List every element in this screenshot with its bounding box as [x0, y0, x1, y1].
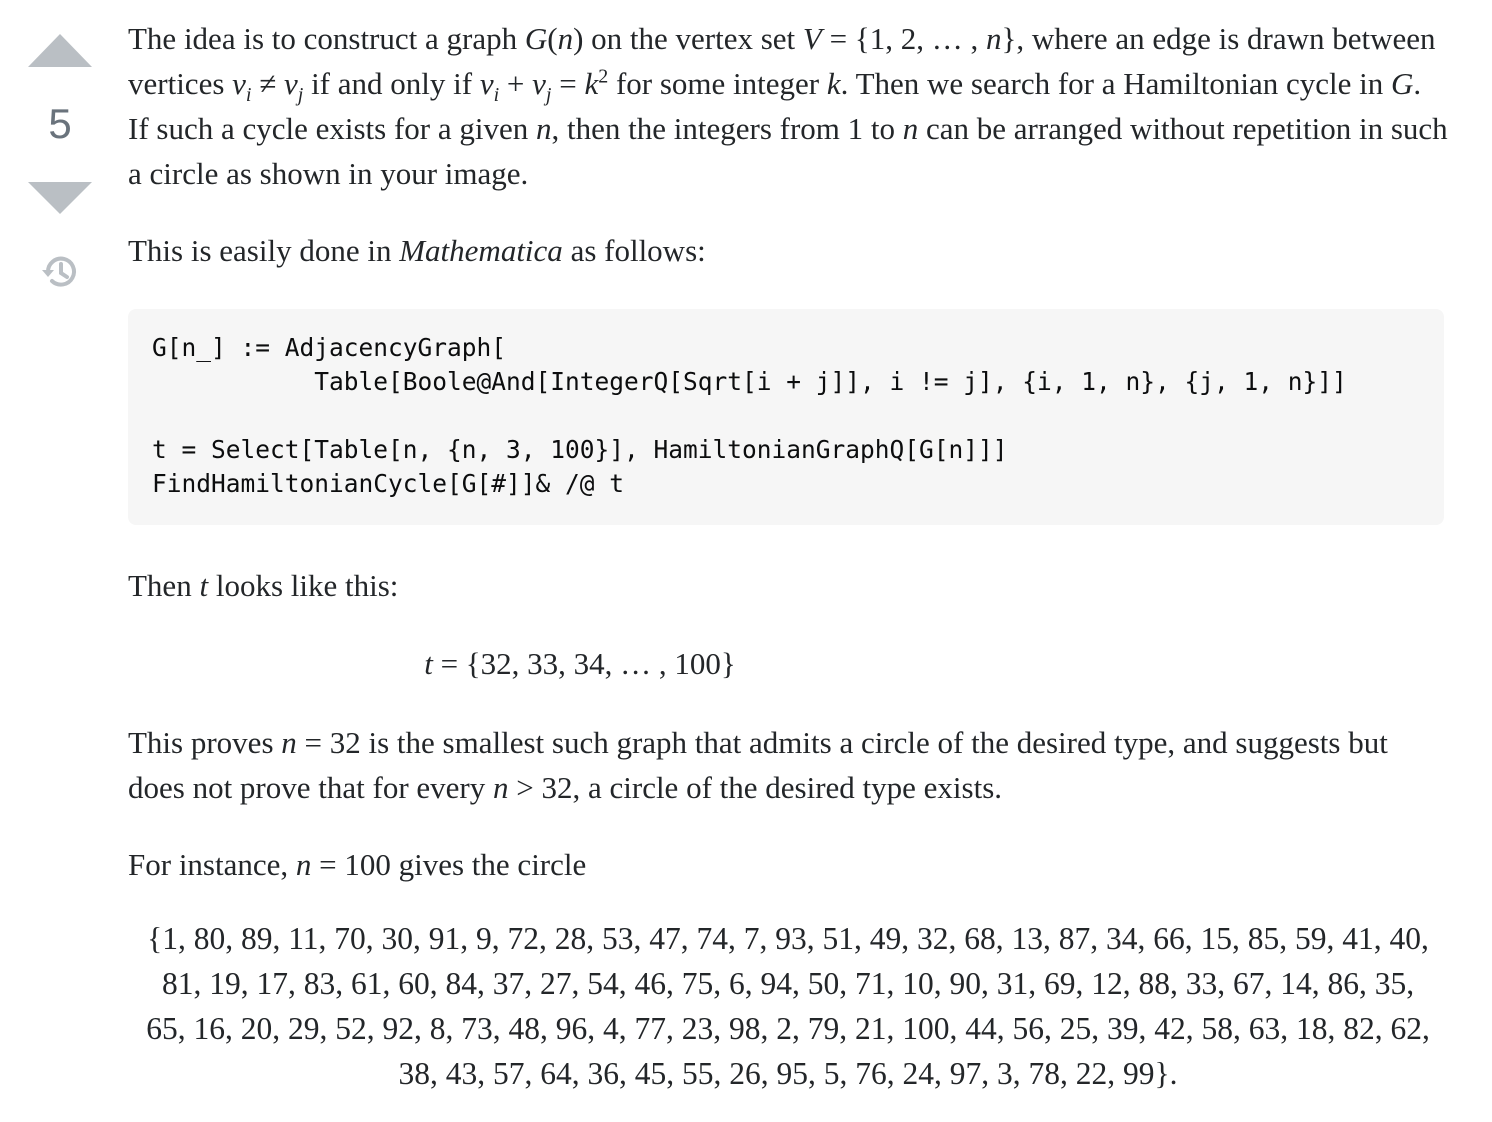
vote-count: 5	[48, 100, 72, 147]
paragraph-instance: For instance, n = 100 gives the circle	[128, 847, 587, 882]
paragraph-then-t: Then t looks like this:	[128, 568, 399, 603]
circle-line-1: {1, 80, 89, 11, 70, 30, 91, 9, 72, 28, 53, 47, 74, 7, 93, 51, 49, 32, 68, 13, 87, 34, 66, 15, 85, 59, 41, 40,	[147, 921, 1429, 956]
equation-t: t = {32, 33, 34, … , 100}	[424, 646, 736, 681]
paragraph-mathematica: This is easily done in Mathematica as follows:	[128, 233, 706, 268]
code-block[interactable]	[128, 309, 1444, 525]
circle-sequence	[128, 916, 1448, 1096]
code-text[interactable]: G[n_] := AdjacencyGraph[ Table[Boole@And[IntegerQ[Sqrt[i + j]], i != j], {i, 1, n}, {j, 1, n}]] t = Select[Table[n, {n, 3, 100}], HamiltonianGraphQ[G[n]]] FindHamiltonianCycle[G[#]]& /@ t	[152, 333, 1347, 498]
paragraph-intro: The idea is to construct a graph G(n) on the vertex set V = {1, 2, … , n}, where an edge is drawn between vertices $v_i \ne v_j$ if and only if $v_i + v_j = k^2$ for some integer k. Then we search for a Hamiltonian cycle in G. If such a cycle exists for a given n, then the integers from 1 to n can be arranged without repetition in such a circle as shown in your image.	[128, 21, 1448, 191]
circle-line-4: 38, 43, 57, 64, 36, 45, 55, 26, 95, 5, 76, 24, 97, 3, 78, 22, 99}.	[398, 1056, 1178, 1091]
circle-line-3: 65, 16, 20, 29, 52, 92, 8, 73, 48, 96, 4, 77, 23, 98, 2, 79, 21, 100, 44, 56, 25, 39, 42, 58, 63, 18, 82, 62,	[146, 1011, 1430, 1046]
paragraph-proof: This proves n = 32 is the smallest such graph that admits a circle of the desired type, and suggests but does not prove that for every n > 32, a circle of the desired type exists.	[128, 725, 1388, 805]
downvote-arrow-icon[interactable]	[28, 182, 92, 214]
circle-line-2: 81, 19, 17, 83, 61, 60, 84, 37, 27, 54, 46, 75, 6, 94, 50, 71, 10, 90, 31, 69, 12, 88, 33, 67, 14, 86, 35,	[161, 966, 1415, 1001]
upvote-arrow-icon[interactable]	[28, 34, 92, 67]
history-icon[interactable]	[40, 252, 80, 292]
answer-body	[128, 16, 1448, 196]
